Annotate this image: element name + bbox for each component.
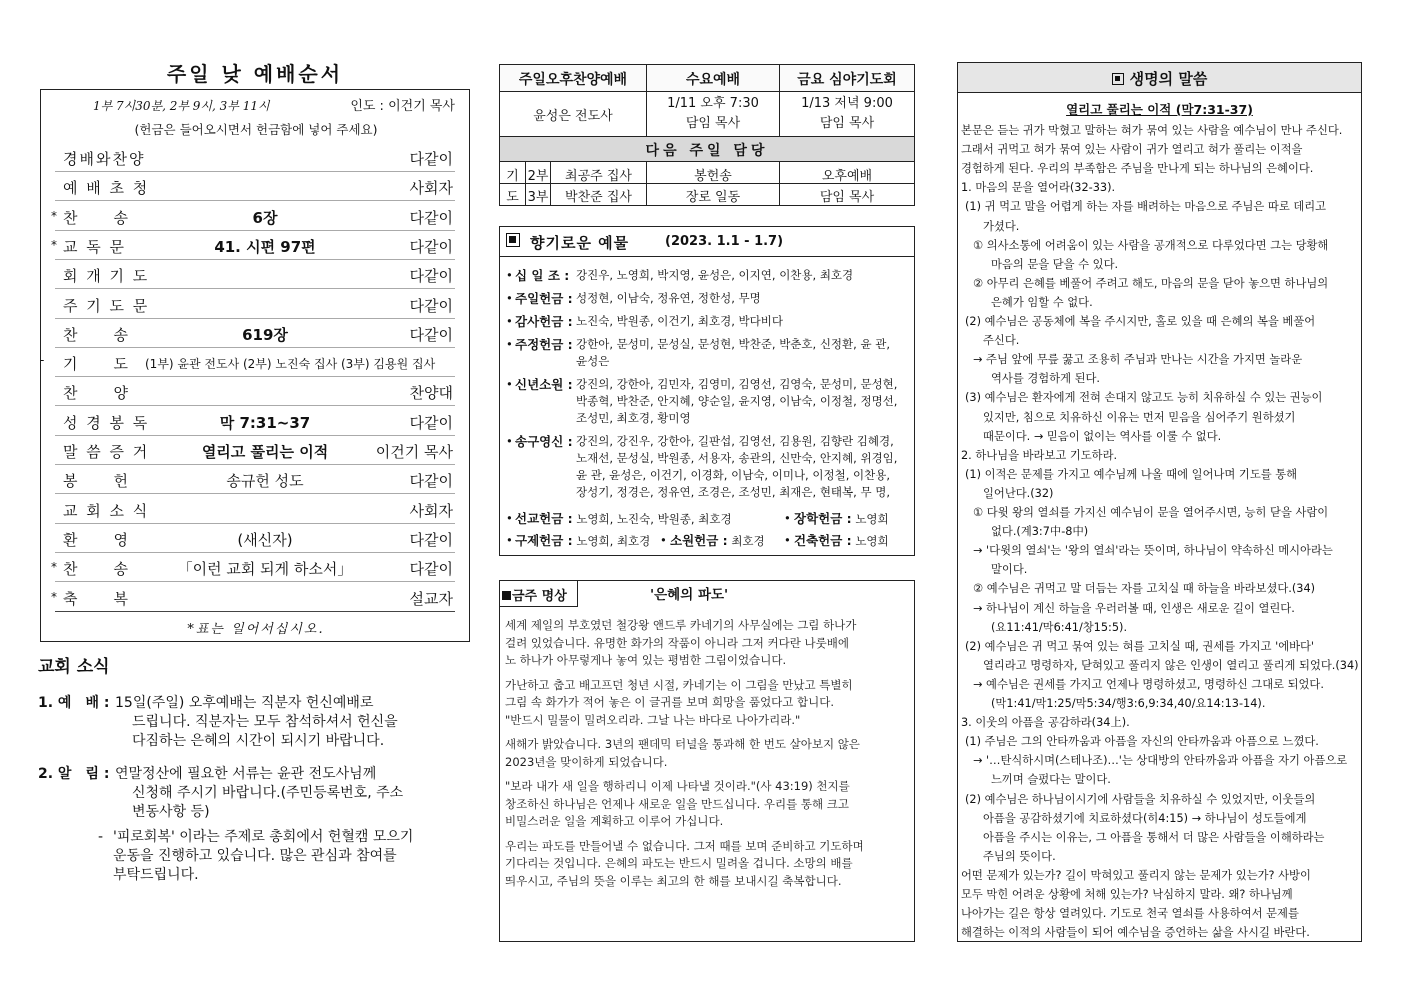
worship-order-row	[55, 172, 455, 201]
news-sub-line: 부탁드립니다.	[113, 867, 199, 883]
order-item-name: 찬 송	[63, 560, 130, 579]
standing-note: *표는 일어서십시오.	[187, 622, 325, 637]
sermon-line: (요11:41/막6:41/창15:5).	[991, 620, 1128, 634]
offering-names	[576, 433, 914, 501]
bullet-icon: •	[660, 533, 667, 547]
news-item-line: 드립니다. 직분자는 모두 참석하셔서 헌신을	[132, 714, 398, 730]
sermon-line: 어떤 문제가 있는가? 길이 막혀있고 풀리지 않는 문제가 있는가? 사방이	[961, 868, 1311, 882]
next-sunday-header: 다음 주일 담당	[500, 137, 914, 162]
news-sub-line: 운동을 진행하고 있습니다. 많은 관심과 참여를	[113, 848, 397, 864]
sermon-line: ① 다윗 왕의 열쇠를 가지신 예수님이 문을 열어주시면, 능히 닫을 사람이	[973, 506, 1329, 519]
news-sub-dash: -	[98, 829, 104, 845]
order-item-person: 다같이	[409, 150, 453, 168]
offering-category: 십 일 조 :	[515, 268, 570, 283]
worship-order-row	[55, 143, 455, 172]
sermon-line: → 주님 앞에 무릎 꿇고 조용히 주님과 만나는 시간을 가지면 놀라운	[973, 353, 1303, 367]
bullet-icon: •	[506, 511, 513, 525]
meditation-paragraph	[505, 736, 911, 771]
news-item-text	[115, 765, 485, 822]
order-item-content: 619장	[242, 325, 288, 344]
sermon-line: ② 아무리 은혜를 베풀어 주려고 해도, 마음의 문을 닫아 놓으면 하나님의	[973, 276, 1329, 290]
bullet-icon: •	[506, 291, 513, 305]
meditation-paragraph	[505, 617, 911, 670]
meditation-line: 기다리는 것입니다. 은혜의 파도는 반드시 밀려올 겁니다. 소망의 배를	[505, 856, 853, 870]
order-item-person: 사회자	[409, 179, 453, 198]
offering-names-line: 박종혁, 박찬준, 안지혜, 양순일, 윤지영, 이남숙, 이정철, 정명선,	[576, 394, 898, 408]
sermon-line: 은혜가 임할 수 없다.	[991, 295, 1093, 309]
meditation-title: '은혜의 파도'	[650, 587, 729, 603]
bullet-icon: •	[506, 434, 513, 448]
standing-mark: *	[51, 208, 57, 223]
worship-order-row	[55, 495, 455, 524]
margin-mark: -	[40, 353, 45, 367]
offering-song-by: 장로 일동	[647, 184, 780, 205]
offering-names-line: 강한아, 문성미, 문성실, 문성현, 박찬준, 박춘호, 신정환, 윤 관,	[576, 337, 890, 351]
offering-category: 구제헌금 :	[515, 533, 573, 548]
sermon-line: → 예수님은 권세를 가지고 언제나 명령하셨고, 명령하신 그대로 되었다.	[973, 677, 1324, 691]
sermon-line: ① 의사소통에 어려움이 있는 사람을 공개적으로 다루었다면 그는 당황해	[973, 238, 1329, 252]
sermon-line: (막1:41/막1:25/막5:34/행3:6,9:34,40/요14:13-14).	[991, 697, 1266, 710]
worship-order-row	[55, 407, 455, 436]
offering-names	[576, 376, 914, 427]
offering-category: 건축헌금 :	[794, 533, 852, 548]
sermon-line: (1) 주님은 그의 안타까움과 아픔을 자신의 안타까움과 아픔으로 느꼈다.	[965, 735, 1319, 749]
meditation-line: 그림 속 화가가 적어 놓은 이 글귀를 보며 희망을 품었다고 합니다.	[505, 695, 835, 709]
news-item-line: 연말정산에 필요한 서류는 윤관 전도사님께	[115, 766, 377, 782]
sermon-box	[957, 62, 1362, 942]
news-sub-text	[113, 828, 458, 885]
order-item-name: 봉 헌	[63, 472, 130, 491]
offering-names-line: 윤 관, 윤성은, 이건기, 이경화, 이남숙, 이미나, 이정철, 이찬용,	[576, 468, 890, 482]
worship-order-row	[55, 436, 455, 465]
bullet-icon: •	[784, 511, 791, 525]
sermon-line: (1) 이적은 문제를 가지고 예수님께 나올 때에 일어나며 기도를 통해	[965, 467, 1298, 481]
order-item-name: 찬 송	[63, 325, 130, 344]
order-item-content: 6장	[252, 208, 278, 227]
sermon-line: 마음의 문을 닫을 수 있다.	[991, 257, 1119, 271]
order-item-name: 예 배 초 청	[63, 179, 150, 198]
sermon-line: 해결하는 이적의 사람들이 되어 예수님을 증언하는 삶을 사시길 바란다.	[961, 926, 1310, 940]
schedule-wednesday-leader: 담임 목사	[685, 116, 741, 131]
order-item-person: 찬양대	[409, 384, 453, 403]
meditation-label: 금주 명상	[512, 589, 567, 604]
worship-order-row	[55, 319, 455, 348]
sermon-line: → 하나님이 계신 하늘을 우러러볼 때, 인생은 새로운 길이 열린다.	[973, 601, 1295, 615]
order-item-name: 회 개 기 도	[63, 267, 150, 286]
schedule-wednesday-cell	[647, 92, 780, 137]
order-item-person: 설교자	[409, 589, 453, 608]
worship-order-row	[55, 290, 455, 319]
order-item-content: 송규헌 성도	[226, 472, 304, 491]
schedule-header-friday: 금요 심야기도회	[780, 65, 914, 92]
meditation-line: 가난하고 춥고 배고프던 청년 시절, 카네기는 이 그림을 만났고 특별히	[505, 677, 853, 692]
sermon-header	[958, 63, 1361, 93]
bullet-icon: •	[784, 533, 791, 547]
order-item-person: 다같이	[409, 237, 453, 256]
worship-order-title: 주일 낮 예배순서	[166, 62, 344, 86]
sermon-line: (3) 예수님은 환자에게 전혀 손대지 않고도 능히 치유하실 수 있는 권능이	[965, 391, 1323, 405]
worship-order-row	[55, 377, 455, 406]
order-item-person: 다같이	[409, 208, 453, 227]
order-item-name: 환 영	[63, 530, 130, 549]
afternoon-service-label: 오후예배	[780, 162, 914, 184]
offering-names: 노영희, 최호경	[576, 534, 651, 548]
service-leader: 인도 : 이건기 목사	[350, 99, 455, 114]
news-item-text	[115, 694, 485, 751]
offering-category: 주정헌금 :	[515, 337, 573, 352]
order-item-person: 다같이	[409, 530, 453, 549]
schedule-header-wednesday: 수요예배	[647, 65, 780, 92]
schedule-wednesday-time: 1/11 오후 7:30	[667, 96, 759, 111]
sermon-line: 주신다.	[983, 334, 1020, 348]
afternoon-service-leader: 담임 목사	[819, 190, 875, 205]
standing-mark: *	[51, 589, 57, 604]
sermon-line: 나아가는 길은 항상 열려있다. 기도로 천국 열쇠를 사용하여서 문제를	[961, 907, 1299, 921]
order-item-person: 사회자	[409, 501, 453, 520]
schedule-friday-time: 1/13 저녁 9:00	[801, 96, 893, 111]
meditation-line: 창조하신 하나님은 언제나 새로운 일을 만드십니다. 우리를 통해 크고	[505, 796, 849, 811]
schedule-afternoon-cell	[500, 92, 647, 137]
offering-names: 노영희, 노진숙, 박원종, 최호경	[576, 512, 732, 526]
bullet-icon: •	[506, 337, 513, 351]
sermon-line: 1. 마음의 문을 열어라(32-33).	[961, 181, 1116, 195]
meditation-line: "보라 내가 새 일을 행하리니 이제 나타낼 것이라."(사 43:19) 천지를	[505, 779, 850, 793]
square-bullet-icon	[506, 233, 520, 247]
offering-names-line: 장성기, 정경은, 정유연, 조경은, 조성민, 최재은, 현태복, 무 명,	[576, 485, 890, 499]
sermon-header-label: 생명의 말씀	[1129, 70, 1208, 88]
order-item-content: 41. 시편 97편	[214, 237, 316, 256]
meditation-line: 우리는 파도를 만들어낼 수 없습니다. 그저 때를 보며 준비하고 기도하며	[505, 838, 864, 853]
order-item-content: 막 7:31~37	[219, 413, 311, 432]
prayer-label-top: 기	[500, 162, 526, 184]
standing-mark: *	[51, 237, 57, 252]
church-news-title: 교회 소식	[38, 657, 110, 677]
schedule-header-afternoon: 주일오후찬양예배	[500, 65, 647, 92]
meditation-line: 비밀스러운 일을 계획하고 이루어 가십니다.	[505, 814, 724, 828]
meditation-line: 띄우시고, 주님의 뜻을 이루는 최고의 한 해를 보내시길 축복합니다.	[505, 873, 842, 888]
order-item-name: 찬 송	[63, 208, 130, 227]
offering-names: 노영희	[855, 534, 889, 548]
meditation-paragraph	[505, 677, 911, 730]
sermon-line: 말이다.	[991, 563, 1028, 577]
offering-names: 최호경	[731, 534, 765, 548]
schedule-friday-cell	[780, 92, 914, 137]
prayer-name-2: 최공주 집사	[551, 162, 647, 184]
order-item-name: 찬 양	[63, 384, 130, 403]
sermon-line: 역사를 경험하게 된다.	[991, 372, 1100, 386]
order-item-person: 이건기 목사	[375, 443, 453, 461]
order-item-name: 성 경 봉 독	[63, 413, 150, 432]
sermon-line: 있지만, 침으로 치유하신 이유는 먼저 믿음을 심어주기 원하셨기	[983, 410, 1296, 424]
order-item-name: 교 회 소 식	[63, 501, 150, 520]
meditation-line: "반드시 밀물이 밀려오리라. 그날 나는 바다로 나아가리라."	[505, 712, 801, 727]
offering-category: 선교헌금 :	[515, 511, 573, 526]
offering-names-line: 조성민, 최호경, 황미영	[576, 411, 691, 425]
service-times: 1부 7시30분, 2부 9시, 3부 11시	[93, 99, 270, 113]
bullet-icon: •	[506, 314, 513, 328]
square-bullet-icon	[502, 591, 511, 600]
order-item-person: 다같이	[409, 413, 453, 432]
offering-category: 신년소원 :	[515, 377, 573, 392]
offering-names-line: 성정현, 이남숙, 정유연, 정한성, 무명	[576, 291, 761, 305]
offering-song-label: 봉헌송	[647, 162, 780, 184]
order-item-person: 다같이	[409, 325, 453, 344]
offering-note: (헌금은 들어오시면서 헌금함에 넣어 주세요)	[134, 122, 378, 137]
order-item-content: 「이런 교회 되게 하소서」	[177, 560, 353, 579]
order-item-person: 다같이	[409, 296, 453, 315]
prayer-name-3: 박찬준 집사	[551, 184, 647, 205]
sermon-line: 열리라고 명령하자, 닫혀있고 풀리지 않은 인생이 열리고 풀리게 되었다.(34)	[983, 658, 1359, 672]
meditation-box	[499, 580, 915, 942]
bullet-icon: •	[506, 268, 513, 282]
sermon-line: 때문이다. → 믿음이 없이는 역사를 이룰 수 없다.	[983, 429, 1222, 443]
offering-names	[576, 267, 914, 284]
order-item-name: 축 복	[63, 589, 130, 608]
offering-names	[576, 290, 914, 307]
offering-names	[576, 336, 914, 370]
meditation-line: 세계 제일의 부호였던 철강왕 앤드루 카네기의 사무실에는 그림 하나가	[505, 618, 857, 632]
order-item-content: (1부) 윤관 전도사 (2부) 노진숙 집사 (3부) 김용원 집사	[145, 357, 436, 372]
offerings-period: (2023. 1.1 - 1.7)	[665, 234, 784, 249]
sermon-line: 주님의 뜻이다.	[983, 849, 1056, 863]
sermon-line: (2) 예수님은 하나님이시기에 사람들을 치유하실 수 있었지만, 이웃들의	[965, 792, 1316, 806]
news-item-line: 신청해 주시기 바랍니다.(주민등록번호, 주소	[132, 785, 404, 801]
sermon-line: (1) 귀 먹고 말을 어렵게 하는 자를 배려하는 마음으로 주님은 따로 데리고	[965, 200, 1327, 214]
order-item-person: 다같이	[409, 560, 453, 579]
news-item-line: 15일(주일) 오후예배는 직분자 헌신예배로	[115, 695, 374, 711]
schedule-afternoon-leader: 윤성은 전도사	[533, 109, 613, 124]
worship-order-row	[55, 465, 455, 494]
sermon-line: 본문은 듣는 귀가 막혔고 말하는 혀가 묶여 있는 사람을 예수님이 만나 주신다.	[961, 124, 1343, 137]
worship-order-row	[51, 553, 455, 582]
meditation-line: 노 하나가 아무렇게나 놓여 있는 평범한 그림이었습니다.	[505, 653, 787, 667]
sermon-line: (2) 예수님은 귀 먹고 묶여 있는 혀를 고치실 때, 권세를 가지고 '에바다'	[965, 639, 1315, 653]
sermon-title: 열리고 풀리는 이적 (막7:31-37)	[1066, 102, 1253, 117]
offering-category: 소원헌금 :	[670, 533, 728, 548]
offering-names: 노영희	[855, 512, 889, 526]
offering-category: 송구영신 :	[515, 434, 573, 449]
meditation-paragraph	[505, 778, 911, 831]
worship-order-row	[51, 202, 455, 231]
prayer-part-2: 2부	[526, 162, 551, 184]
offerings-box	[499, 226, 915, 556]
sermon-line: 그래서 귀먹고 혀가 묶여 있는 사람이 귀가 열리고 혀가 풀리는 이적을	[961, 143, 1303, 157]
worship-order-row	[55, 348, 455, 377]
order-item-person: 다같이	[409, 267, 453, 286]
offering-names-line: 윤성은	[576, 354, 610, 368]
order-item-content: 열리고 풀리는 이적	[201, 443, 329, 461]
sermon-line: 일어난다.(32)	[983, 486, 1054, 500]
offering-names-line: 강진우, 노영희, 박지영, 윤성은, 이지연, 이찬용, 최호경	[576, 268, 854, 282]
bullet-icon: •	[506, 533, 513, 547]
offering-category: 감사헌금 :	[515, 314, 573, 329]
order-item-name: 주 기 도 문	[63, 296, 150, 315]
offering-names	[576, 313, 914, 330]
news-item-line: 다짐하는 은혜의 시간이 되시기 바랍니다.	[132, 733, 385, 749]
sermon-line: 아픔을 공감하셨기에 치료하셨다(히4:15) → 하나님이 성도들에게	[983, 811, 1307, 825]
offerings-title: 향기로운 예물	[530, 234, 630, 252]
sermon-line: ② 예수님은 귀먹고 말 더듬는 자를 고치실 때 하늘을 바라보셨다.(34)	[973, 582, 1316, 596]
order-item-person: 다같이	[409, 472, 453, 491]
news-item-label: 1. 예 배 :	[38, 695, 110, 711]
worship-order-box	[40, 89, 470, 642]
offering-names-line: 강진의, 강진우, 강한아, 길판섭, 김영선, 김용원, 김향란 김혜경,	[576, 434, 894, 448]
news-item-line: 변동사항 등)	[132, 804, 210, 820]
meditation-line: 새해가 밝았습니다. 3년의 팬데믹 터널을 통과해 한 번도 살아보지 않은	[505, 737, 860, 751]
meditation-line: 2023년을 맞이하게 되었습니다.	[505, 754, 668, 769]
worship-order-row	[55, 260, 455, 289]
offering-names-line: 강진의, 강한아, 김민자, 김영미, 김영선, 김영숙, 문성미, 문성현,	[576, 377, 898, 391]
standing-mark: *	[51, 560, 57, 575]
order-item-content: (새신자)	[237, 530, 293, 549]
sermon-line: 가셨다.	[983, 219, 1020, 233]
worship-order-row	[51, 583, 455, 612]
square-bullet-icon	[1112, 73, 1124, 85]
order-item-name: 교 독 문	[63, 237, 127, 256]
meditation-label-cell	[500, 581, 578, 607]
sermon-line: 느끼며 슬펐다는 말이다.	[991, 773, 1111, 787]
sermon-line: 모두 막힌 어려운 상황에 처해 있는가? 낙심하지 말라. 왜? 하나님께	[961, 888, 1293, 901]
offering-category: 장학헌금 :	[794, 511, 852, 526]
schedule-table	[499, 64, 915, 206]
news-sub-line: '피로회복' 이라는 주제로 총회에서 헌혈캠 모으기	[113, 829, 414, 845]
schedule-friday-leader: 담임 목사	[819, 116, 875, 131]
prayer-part-3: 3부	[526, 184, 551, 205]
order-item-name: 경배와찬양	[63, 150, 146, 168]
sermon-line: 경험하게 된다. 우리의 부족함은 주님을 만나게 되는 하나님의 은혜이다.	[961, 162, 1314, 176]
sermon-line: → '…탄식하시며(스테나조)…'는 상대방의 안타까움과 아픔을 자기 아픔으로	[973, 754, 1348, 768]
offering-names-line: 노진숙, 박원종, 이건기, 최호경, 박다비다	[576, 314, 783, 328]
sermon-line: 3. 이웃의 아픔을 공감하라(34上).	[961, 716, 1130, 730]
news-item-label: 2. 알 림 :	[38, 766, 110, 782]
prayer-label-bottom: 도	[500, 184, 526, 205]
sermon-line: → '다윗의 열쇠'는 '왕의 열쇠'라는 뜻이며, 하나님이 약속하신 메시아라는	[973, 544, 1333, 558]
sermon-line: 없다.(계3:7中-8中)	[991, 525, 1089, 539]
meditation-line: 걸려 있었습니다. 유명한 화가의 작품이 아니라 그저 커다란 나룻배에	[505, 635, 849, 650]
offering-names-line: 노재선, 문성실, 박원종, 서용자, 송관의, 신만숙, 안지혜, 위경임,	[576, 451, 898, 465]
bullet-icon: •	[506, 377, 513, 391]
offerings-header	[500, 227, 914, 257]
sermon-line: 2. 하나님을 바라보고 기도하라.	[961, 448, 1118, 462]
offering-category: 주일헌금 :	[515, 291, 573, 306]
order-item-name: 말 씀 증 거	[63, 443, 150, 461]
worship-order-row	[51, 231, 455, 260]
worship-order-row	[55, 524, 455, 553]
order-item-name: 기 도	[63, 355, 130, 374]
sermon-line: 아픔을 주시는 이유는, 그 아픔을 통해서 더 많은 사람들을 이해하라는	[983, 830, 1325, 844]
sermon-line: (2) 예수님은 공동체에 복을 주시지만, 홀로 있을 때 은혜의 복을 베풀어	[965, 315, 1316, 328]
meditation-paragraph	[505, 838, 911, 891]
